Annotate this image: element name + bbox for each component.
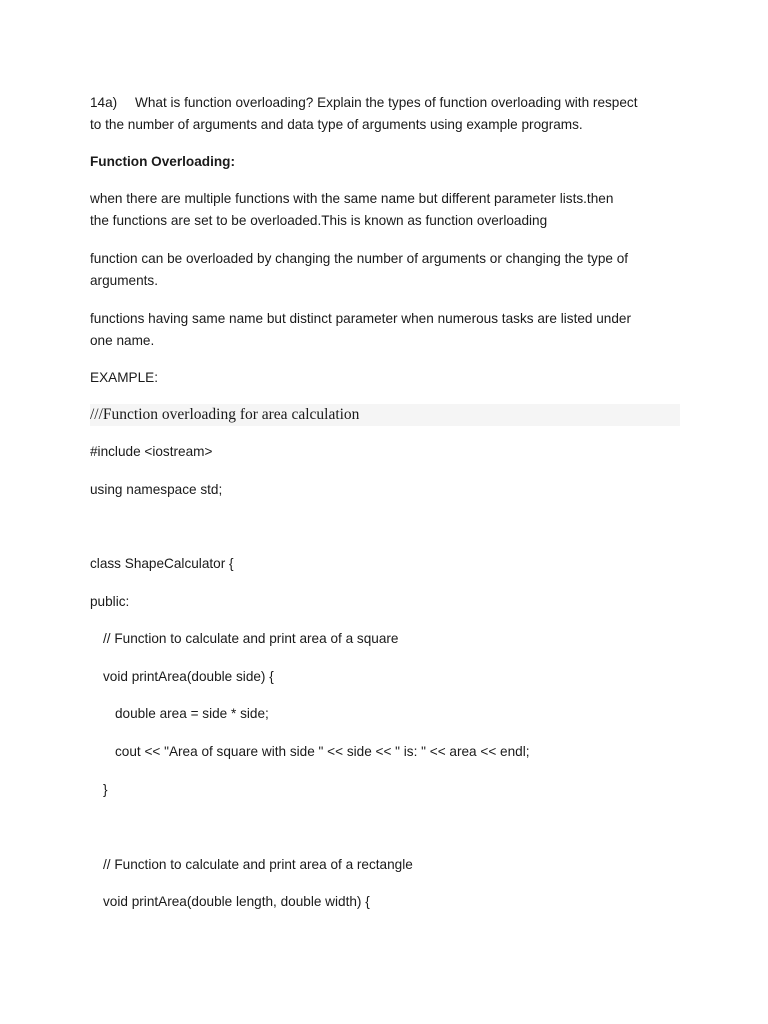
paragraph-2-line-1: function can be overloaded by changing the number of arguments or changing the type of [90,251,629,266]
paragraph-2-line-2: arguments. [90,273,159,288]
code-line-close-brace: } [103,782,108,797]
question-line-1 [90,92,682,114]
question-text-line-2: to the number of arguments and data type of arguments using example programs. [90,117,583,132]
paragraph-1-line-2: the functions are set to be overloaded.This is known as function overloading [90,213,548,228]
example-label: EXAMPLE: [90,370,158,385]
code-line-square-comment: // Function to calculate and print area of a square [103,631,399,646]
paragraph-1-line-1: when there are multiple functions with the same name but different parameter lists.then [90,191,614,206]
code-line-square-cout: cout << "Area of square with side " << side << " is: " << area << endl; [115,744,530,759]
code-line-square-area: double area = side * side; [115,706,269,721]
code-comment-title: ///Function overloading for area calculation [90,406,360,423]
paragraph-3-line-1: functions having same name but distinct parameter when numerous tasks are listed under [90,311,632,326]
code-line-rectangle-signature: void printArea(double length, double width) { [103,894,370,909]
question-text-line-1: What is function overloading? Explain the types of function overloading with respect [135,95,638,110]
code-line-namespace: using namespace std; [90,482,223,497]
paragraph-3-line-2: one name. [90,333,155,348]
code-line-public: public: [90,594,130,609]
code-line-include: #include <iostream> [90,444,213,459]
code-line-rectangle-comment: // Function to calculate and print area of a rectangle [103,857,413,872]
code-line-square-signature: void printArea(double side) { [103,669,274,684]
section-heading: Function Overloading: [90,154,235,169]
code-line-class-decl: class ShapeCalculator { [90,556,234,571]
question-number: 14a) [90,95,118,110]
